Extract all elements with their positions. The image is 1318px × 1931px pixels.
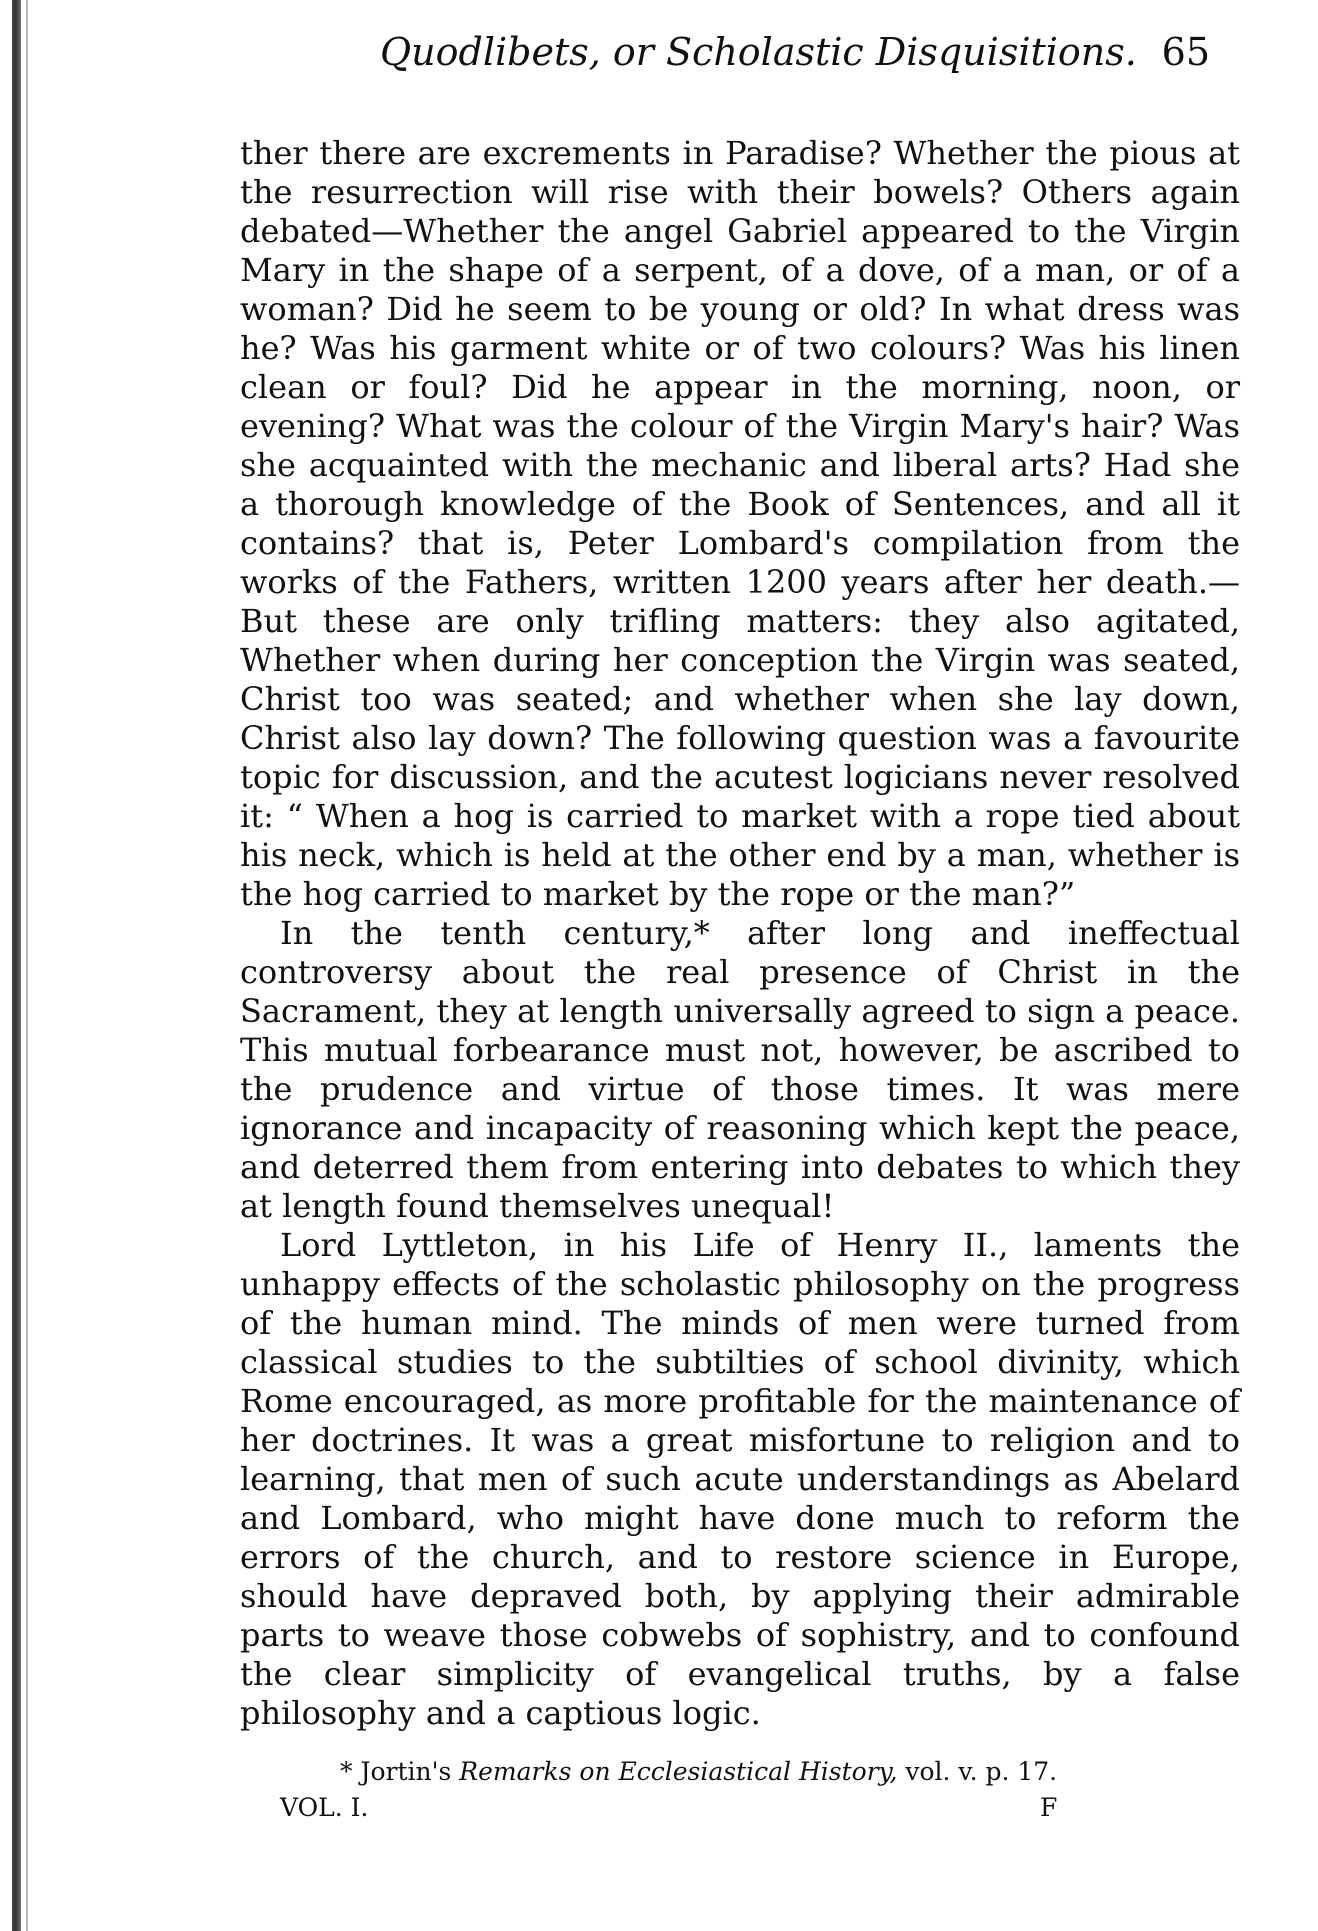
footnote xyxy=(240,1757,1240,1787)
body-text xyxy=(240,134,1240,1733)
binding-edge xyxy=(12,0,21,1931)
footnote-author: Jortin's xyxy=(360,1757,452,1786)
book-page xyxy=(240,30,1240,1825)
footnote-reference: vol. v. p. 17. xyxy=(905,1757,1058,1786)
paragraph-tenth-century: In the tenth century,* after long and ineffectual controversy about the real presence of Christ in the Sacrament, they at length universally agreed to sign a peace. This mutual forbearance must not, however, be ascribed to the prudence and virtue of those times. It was mere ignorance and incapacity of reasoning which kept the peace, and deterred them from entering into debates to which they at length found themselves unequal! xyxy=(240,914,1240,1225)
paragraph-lyttleton: Lord Lyttleton, in his Life of Henry II., laments the unhappy effects of the scholastic philosophy on the progress of the human mind. The minds of men were turned from classical studies to the subtilties of school divinity, which Rome encouraged, as more profitable for the maintenance of her doctrines. It was a great misfortune to religion and to learning, that men of such acute understandings as Abelard and Lombard, who might have done much to reform the errors of the church, and to restore science in Europe, should have depraved both, by applying their admirable parts to weave those cobwebs of sophistry, and to confound the clear simplicity of evangelical truths, by a false philosophy and a captious logic. xyxy=(240,1226,1240,1732)
footnote-title: Remarks on Ecclesiastical History, xyxy=(459,1757,898,1786)
signature-mark: F xyxy=(1040,1793,1058,1822)
volume-label: VOL. I. xyxy=(280,1793,369,1822)
paragraph-continued: ther there are excrements in Paradise? Whether the pious at the resurrection will rise with their bowels? Others again debated—Whether the angel Gabriel appeared to the Virgin Mary in the shape of a serpent, of a dove, of a man, or of a woman? Did he seem to be young or old? In what dress was he? Was his garment white or of two colours? Was his linen clean or foul? Did he appear in the morning, noon, or evening? What was the colour of the Virgin Mary's hair? Was she acquainted with the mechanic and liberal arts? Had she a thorough knowledge of the Book of Sentences, and all it contains? that is, Peter Lombard's compilation from the works of the Fathers, written 1200 years after her death.—But these are only trifling matters: they also agitated, Whether when during her conception the Virgin was seated, Christ too was seated; and whether when she lay down, Christ also lay down? The following question was a favourite topic for discussion, and the acutest logicians never resolved it: “ When a hog is carried to market with a rope tied about his neck, which is held at the other end by a man, whether is the hog carried to market by the rope or the man?” xyxy=(240,134,1240,913)
footnote-marker: * xyxy=(340,1757,353,1786)
binding-shadow xyxy=(26,0,28,1931)
page-number: 65 xyxy=(1161,30,1210,74)
page-header xyxy=(240,30,1240,94)
running-title: Quodlibets, or Scholastic Disquisitions. xyxy=(380,30,1137,74)
signature-line xyxy=(240,1793,1240,1825)
